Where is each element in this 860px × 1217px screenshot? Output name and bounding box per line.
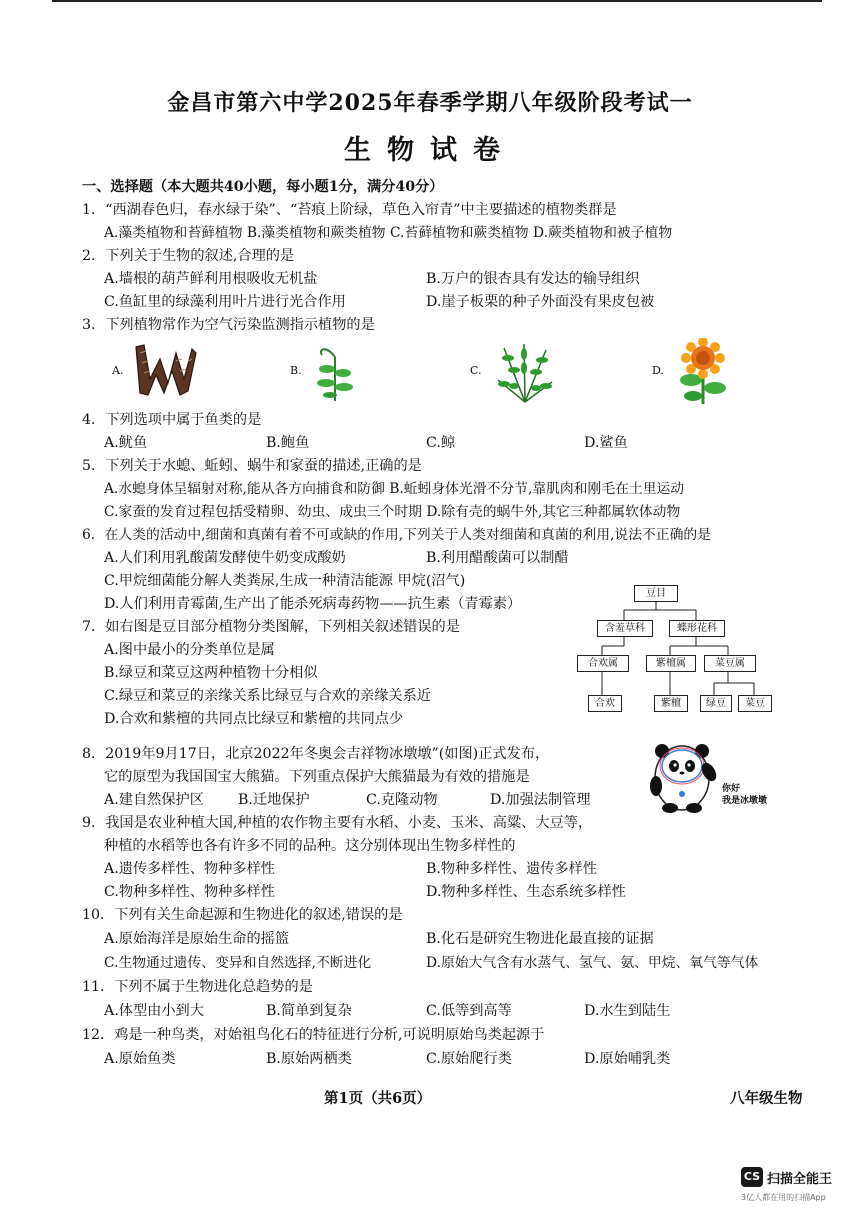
question-5-options-cd: C.家蚕的发育过程包括受精卵、幼虫、成虫三个时期 D.除有壳的蜗牛外,其它三种都属软体动物 xyxy=(104,504,681,520)
question-10-stem: 10．下列有关生命起源和生物进化的叙述,错误的是 xyxy=(82,907,403,923)
question-8-stem-continued: 它的原型为我国国宝大熊猫。下列重点保护大熊猫最为有效的措施是 xyxy=(104,769,530,785)
question-6-option-a: A.人们利用乳酸菌发酵使牛奶变成酸奶 xyxy=(104,550,346,566)
exam-school-title: 金昌市第六中学2025年春季学期八年级阶段考试一 xyxy=(167,90,693,116)
question-3-stem: 3．下列植物常作为空气污染监测指示植物的是 xyxy=(82,317,375,333)
tree-node-order: 豆目 xyxy=(634,585,678,602)
question-12-option-b: B.原始两栖类 xyxy=(266,1051,352,1067)
question-4-stem: 4．下列选项中属于鱼类的是 xyxy=(82,412,262,428)
question-9-option-b: B.物种多样性、遗传多样性 xyxy=(426,861,597,877)
question-1-stem: 1．“西湖春色归，春水绿于染”、“苔痕上阶绿，草色入帘青”中主要描述的植物类群是 xyxy=(82,202,617,218)
small-fern-seedling-image xyxy=(312,339,358,403)
question-10-option-b: B.化石是研究生物进化最直接的证据 xyxy=(426,931,654,947)
mascot-caption-hello: 你好 xyxy=(722,784,741,794)
question-9-option-c: C.物种多样性、物种多样性 xyxy=(104,884,275,900)
question-2-option-c: C.鱼缸里的绿藻利用叶片进行光合作用 xyxy=(104,294,346,310)
question-6-option-b: B.利用醋酸菌可以制醋 xyxy=(426,550,569,566)
scanner-app-tagline: 3亿人都在用的扫描App xyxy=(741,1193,826,1202)
question-3-label-c: C. xyxy=(470,364,482,377)
tree-node-genus-pterocarpus: 紫檀属 xyxy=(646,655,696,672)
question-11-option-b: B.简单到复杂 xyxy=(266,1003,352,1019)
question-3-label-a: A. xyxy=(112,364,124,377)
sunflower-plant-image xyxy=(676,338,730,404)
tree-node-species-lvdou: 绿豆 xyxy=(700,695,732,712)
question-11-option-c: C.低等到高等 xyxy=(426,1003,512,1019)
scanner-app-badge: CS xyxy=(741,1167,763,1187)
question-4-option-a: A.鱿鱼 xyxy=(104,435,148,451)
moss-plant-image xyxy=(130,339,200,399)
exam-paper-title: 生物试卷 xyxy=(344,135,516,166)
tree-node-genus-phaseolus: 菜豆属 xyxy=(704,655,756,672)
question-8-option-d: D.加强法制管理 xyxy=(490,792,591,808)
tree-node-family-mimosaceae: 含羞草科 xyxy=(597,620,653,637)
question-9-stem-continued: 种植的水稻等也各有许多不同的品种。这分别体现出生物多样性的 xyxy=(104,838,516,854)
question-7-option-d: D.合欢和紫檀的共同点比绿豆和紫檀的共同点少 xyxy=(104,711,404,727)
question-11-option-d: D.水生到陆生 xyxy=(584,1003,671,1019)
question-5-options-ab: A.水螅身体呈辐射对称,能从各方向捕食和防御 B.蚯蚓身体光滑不分节,靠肌肉和刚毛在土里运动 xyxy=(104,481,685,497)
question-10-option-a: A.原始海洋是原始生命的摇篮 xyxy=(104,931,290,947)
fern-plant-image xyxy=(494,340,556,404)
question-8-option-a: A.建自然保护区 xyxy=(104,792,204,808)
question-3-label-d: D. xyxy=(652,364,664,377)
question-2-stem: 2．下列关于生物的叙述,合理的是 xyxy=(82,248,295,264)
tree-node-species-zitan: 紫檀 xyxy=(654,695,688,712)
question-1-options: A.藻类植物和苔藓植物 B.藻类植物和蕨类植物 C.苔藓植物和蕨类植物 D.蕨类植物和被子植物 xyxy=(104,225,673,241)
question-4-option-b: B.鲍鱼 xyxy=(266,435,310,451)
tree-node-species-hehuan: 合欢 xyxy=(588,695,622,712)
question-8-stem: 8．2019年9月17日，北京2022年冬奥会吉祥物冰墩墩”(如图)正式发布， xyxy=(82,746,550,762)
page-number: 第1页（共6页） xyxy=(324,1090,432,1107)
question-12-option-d: D.原始哺乳类 xyxy=(584,1051,671,1067)
question-5-stem: 5．下列关于水螅、蚯蚓、蜗牛和家蚕的描述,正确的是 xyxy=(82,458,422,474)
question-7-option-b: B.绿豆和菜豆这两种植物十分相似 xyxy=(104,665,318,681)
question-8-option-b: B.迁地保护 xyxy=(238,792,310,808)
bing-dwen-dwen-mascot-image xyxy=(648,738,720,814)
question-8-option-c: C.克隆动物 xyxy=(366,792,438,808)
question-11-stem: 11．下列不属于生物进化总趋势的是 xyxy=(82,979,313,995)
question-4-option-c: C.鲸 xyxy=(426,435,456,451)
question-11-option-a: A.体型由小到大 xyxy=(104,1003,204,1019)
question-3-label-b: B. xyxy=(290,364,302,377)
question-9-stem: 9．我国是农业种植大国,种植的农作物主要有水稻、小麦、玉米、高粱、大豆等， xyxy=(82,815,593,831)
question-2-option-a: A.墙根的葫芦鲜利用根吸收无机盐 xyxy=(104,271,318,287)
mascot-caption-name: 我是冰墩墩 xyxy=(722,796,768,806)
tree-node-species-caidou: 菜豆 xyxy=(738,695,772,712)
question-9-option-a: A.遗传多样性、物种多样性 xyxy=(104,861,275,877)
question-12-stem: 12．鸡是一种鸟类，对始祖鸟化石的特征进行分析,可说明原始鸟类起源于 xyxy=(82,1027,545,1043)
top-border-line xyxy=(52,0,822,2)
question-7-stem: 7．如右图是豆目部分植物分类图解，下列相关叙述错误的是 xyxy=(82,619,460,635)
question-10-option-d: D.原始大气含有水蒸气、氢气、氨、甲烷、氧气等气体 xyxy=(426,955,759,971)
question-12-option-a: A.原始鱼类 xyxy=(104,1051,176,1067)
question-10-option-c: C.生物通过遗传、变异和自然选择,不断进化 xyxy=(104,955,372,971)
question-7-option-a: A.图中最小的分类单位是属 xyxy=(104,642,275,658)
question-9-option-d: D.物种多样性、生态系统多样性 xyxy=(426,884,626,900)
question-12-option-c: C.原始爬行类 xyxy=(426,1051,512,1067)
question-6-option-c: C.甲烷细菌能分解人类粪尿,生成一种清洁能源 甲烷(沼气) xyxy=(104,573,466,589)
scanner-app-name: 扫描全能王 xyxy=(767,1172,833,1187)
question-2-option-b: B.万户的银杏具有发达的输导组织 xyxy=(426,271,640,287)
tree-node-family-papilionaceae: 蝶形花科 xyxy=(669,620,725,637)
question-7-option-c: C.绿豆和菜豆的亲缘关系比绿豆与合欢的亲缘关系近 xyxy=(104,688,431,704)
tree-node-genus-albizia: 合欢属 xyxy=(577,655,629,672)
question-2-option-d: D.崖子板栗的种子外面没有果皮包被 xyxy=(426,294,655,310)
question-6-stem: 6．在人类的活动中,细菌和真菌有着不可或缺的作用,下列关于人类对细菌和真菌的利用,说法不正确的是 xyxy=(82,527,711,543)
footer-grade-subject: 八年级生物 xyxy=(730,1090,803,1107)
question-4-option-d: D.鲨鱼 xyxy=(584,435,628,451)
question-6-option-d: D.人们利用青霉菌,生产出了能杀死病毒药物——抗生素（青霉素） xyxy=(104,596,522,612)
section-heading: 一、选择题（本大题共40小题，每小题1分，满分40分） xyxy=(82,179,444,195)
